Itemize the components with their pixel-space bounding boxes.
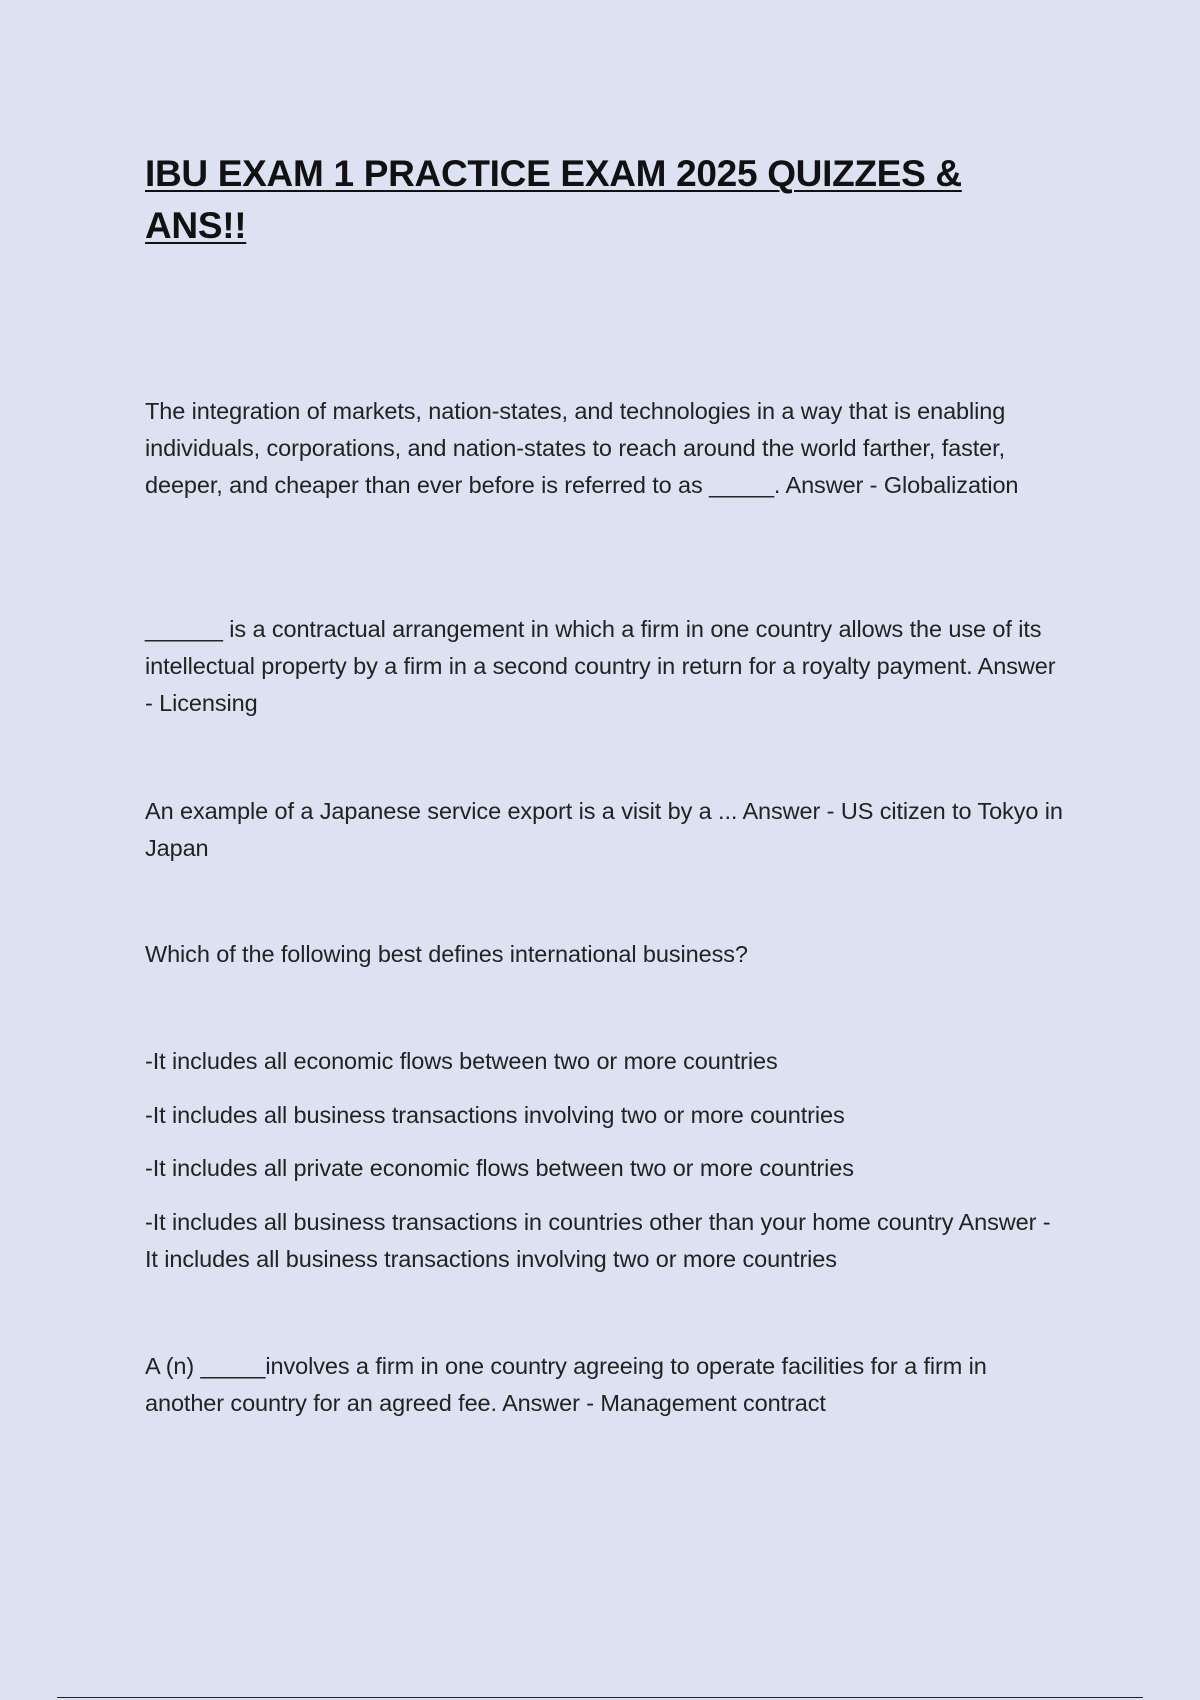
option-item: -It includes all economic flows between two or more countries (145, 1048, 778, 1074)
question-international-business: Which of the following best defines international business? (145, 941, 748, 967)
question-management-contract: A (n) _____involves a firm in one country agreeing to operate facilities for a firm in another country for an agreed fee. Answer - Management contract (145, 1353, 987, 1416)
page-bottom-divider (57, 1697, 1143, 1698)
question-licensing: ______ is a contractual arrangement in which a firm in one country allows the use of its intellectual property by a firm in a second country in return for a royalty payment. Answer - Licensing (145, 616, 1056, 716)
document-title: IBU EXAM 1 PRACTICE EXAM 2025 QUIZZES & ANS!! (145, 153, 962, 246)
question-service-export: An example of a Japanese service export is a visit by a ... Answer - US citizen to Tokyo in Japan (145, 798, 1063, 861)
document-content (145, 148, 1065, 1416)
question-globalization: The integration of markets, nation-states, and technologies in a way that is enabling individuals, corporations, and nation-states to reach around the world farther, faster, deeper, and cheaper than ever before is referred to as _____. Answer - Globalization (145, 398, 1019, 498)
option-item: -It includes all business transactions involving two or more countries (145, 1102, 845, 1128)
option-item: -It includes all private economic flows between two or more countries (145, 1155, 854, 1181)
option-item-with-answer: -It includes all business transactions in countries other than your home country Answer - It includes all business transactions involving two or more countries (145, 1209, 1051, 1272)
